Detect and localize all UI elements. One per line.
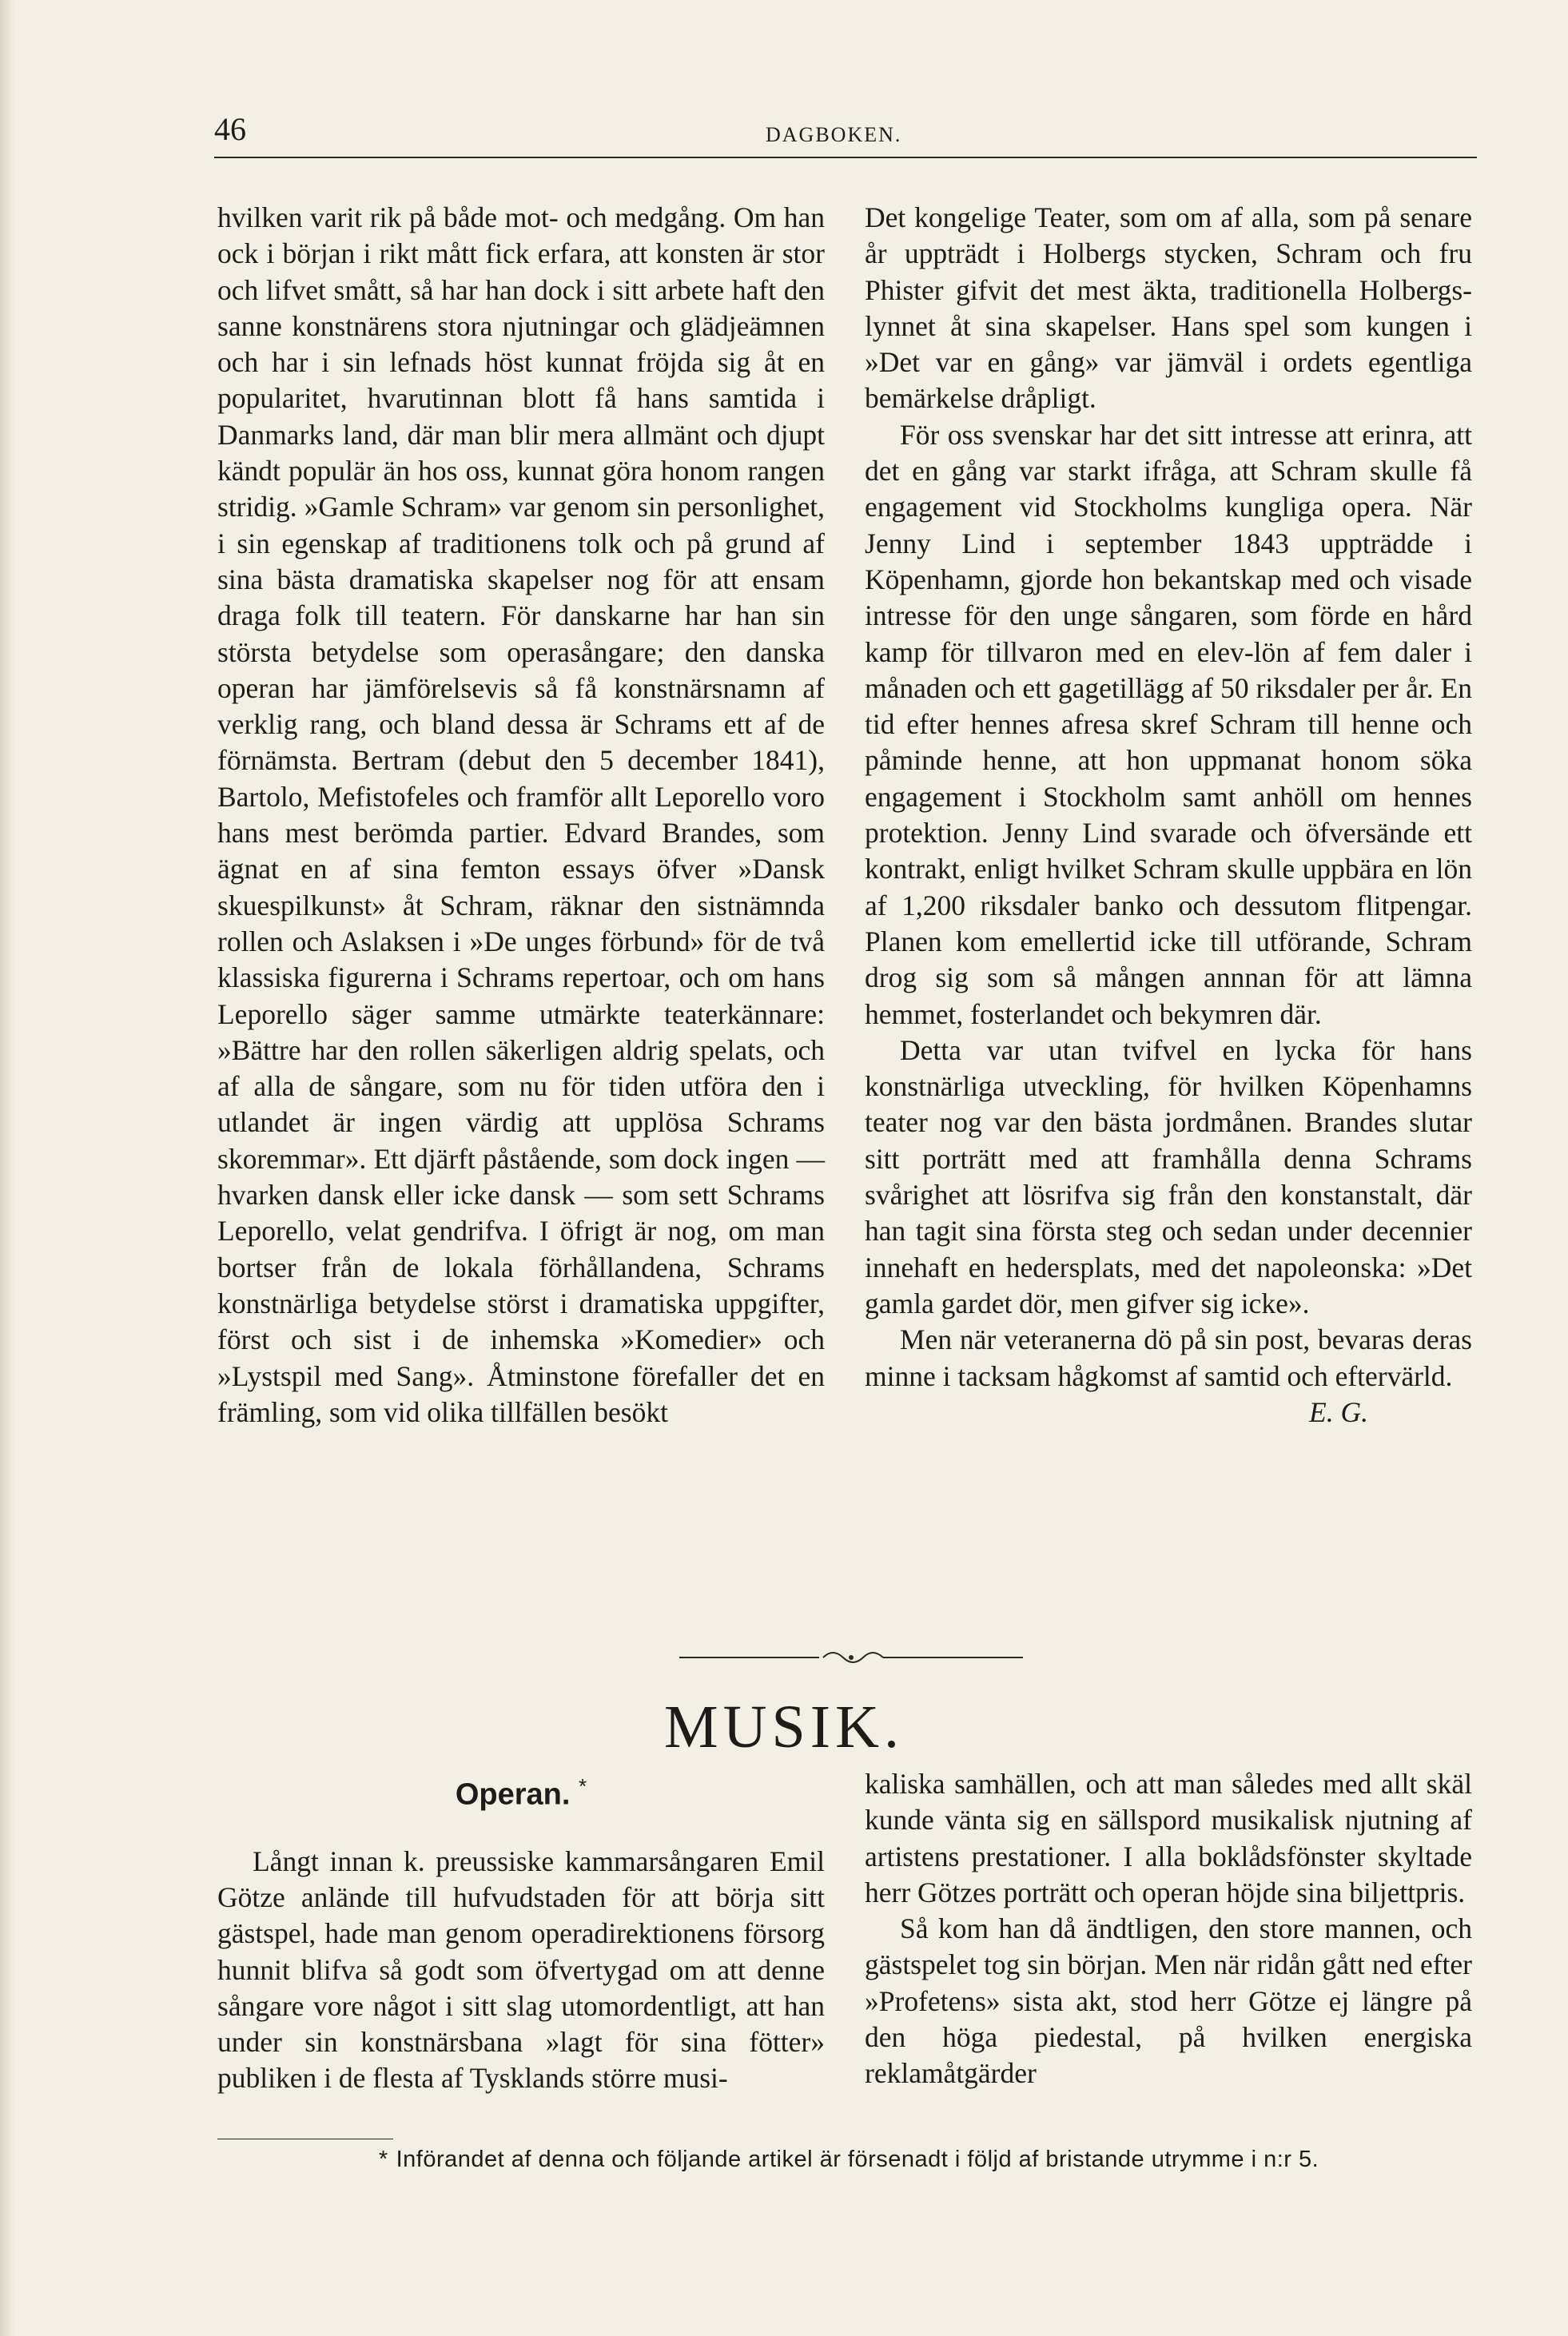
paragraph: Men när veteranerna dö på sin post, bevaras deras minne i tacksam hågkomst af samtid och eftervärld.: [865, 1323, 1472, 1392]
footnote-mark: *: [378, 2147, 388, 2172]
section-title: MUSIK.: [664, 1693, 904, 1761]
footnote-text: Införandet af denna och följande artikel är försenadt i följd af bristande utrymme i n:r 5.: [396, 2147, 1319, 2172]
paragraph: Detta var utan tvifvel en lycka för hans konstnärliga utveckling, för hvilken Köpenhamns teater nog var den bästa jordmånen. Brandes slutar sitt porträtt med att framhålla denna Schrams svårighet att lösrifva sig från den konstanstalt, där han tagit sina första steg och sedan under decennier innehaft en hedersplats, med det napoleonska: »Det gamla gardet dör, men gifver sig icke».: [865, 1033, 1472, 1319]
paragraph: Så kom han då ändtligen, den store mannen, och gästspelet tog sin början. Men när ridån gått ned efter »Profetens» sista akt, stod herr Götze ej längre på den höga piedestal, på hvilken energiska reklamåtgärder: [865, 1912, 1472, 2090]
paragraph: Långt innan k. preussiske kammarsångaren Emil Götze anlände till hufvudstaden för att börja sitt gästspel, hade man genom operadirektionens försorg hunnit blifva så godt som öfvertygad om att denne sångare vore något i sitt slag utomordentligt, att han under sin konstnärsbana »lagt för sina fötter» publiken i de flesta af Tysklands större musi-: [217, 1845, 825, 2095]
article2-right-column: [865, 1766, 1472, 2134]
page-number: 46: [214, 111, 246, 147]
article-heading: [217, 1766, 825, 1815]
signature: E. G.: [1309, 1395, 1368, 1428]
paragraph: hvilken varit rik på både mot- och medgång. Om han ock i början i rikt mått fick erfara, att konsten är stor och lifvet smått, så har han dock i sitt arbete haft den sanne konstnärens stora njutningar och glädjeämnen och har i sin lefnads höst kunnat fröjda sig åt en popularitet, hvarutinnan blott få hans samtida i Danmarks land, där man blir mera allmänt och djupt kändt populär än hos oss, kunnat göra honom rangen stridig. »Gamle Schram» var genom sin personlighet, i sin egenskap af traditionens tolk och på grund af sina bästa dramatiska skapelser nog för att ensam draga folk till teatern. För danskarne har han sin största betydelse som operasångare; den danska operan har jämförelsevis så få konstnärsnamn af verklig rang, och bland dessa är Schrams ett af de förnämsta. Bertram (debut den 5 december 1841), Bartolo, Mefistofeles och framför allt Leporello voro hans mest berömda partier. Edvard Brandes, som ägnat en af sina femton essays öfver »Dansk skuespilkunst» åt Schram, räknar den sistnämnda rollen och Aslaksen i »De unges förbund» för de två klassiska figurerna i Schrams repertoar, och om hans Leporello säger samme utmärkte teaterkännare: »Bättre har den rollen säkerligen aldrig spelats, och af alla de sångare, som nu för tiden utföra den i utlandet är ingen värdig att upplösa Schrams skoremmar». Ett djärft påstående, som dock ingen — hvarken dansk eller icke dansk — som sett Schrams Leporello, velat gendrifva. I öfrigt är nog, om man bortser från de lokala förhållandena, Schrams konstnärliga betydelse störst i dramatiska uppgifter, först och sist i de inhemska »Komedier» och »Lystspil med Sang». Åtminstone förefaller det en främling, som vid olika tillfällen besökt: [217, 201, 825, 1428]
footnote: [217, 2145, 1480, 2174]
section-divider-ornament: [679, 1648, 1023, 1667]
paragraph: För oss svenskar har det sitt intresse att erinra, att det en gång var starkt ifråga, att Schram skulle få engagement vid Stockholms kungliga opera. När Jenny Lind i september 1843 uppträdde i Köpenhamn, gjorde hon bekantskap med och visade intresse för den unge sångaren, som förde en hård kamp för tillvaron med en elev-lön af fem daler i månaden och ett gagetillägg af 50 riksdaler per år. En tid efter hennes afresa skref Schram till henne och påminde henne, att hon uppmanat honom söka engagement i Stockholm samt anhöll om hennes protektion. Jenny Lind svarade och öfversände ett kontrakt, enligt hvilket Schram skulle uppbära en lön af 1,200 riksdaler banko och dessutom flitpengar. Planen kom emellertid icke till utförande, Schram drog sig som så mången annnan för att lämna hemmet, fosterlandet och bekymren där.: [865, 418, 1472, 1030]
paragraph: Det kongelige Teater, som om af alla, som på senare år uppträdt i Holbergs stycken, Schram och fru Phister gifvit det mest äkta, traditionella Holbergs-lynnet åt sina skapelser. Hans spel som kungen i »Det var en gång» var jämväl i ordets egentliga bemärkelse dråpligt.: [865, 201, 1472, 415]
article-heading-text: Operan.: [455, 1777, 571, 1812]
paragraph: kaliska samhällen, och att man således med allt skäl kunde vänta sig en sällspord musikalisk njutning af artistens prestationer. I alla boklådsfönster skyltade herr Götzes porträtt och operan höjde sina biljettpris.: [865, 1768, 1472, 1908]
page-header: [214, 110, 1477, 158]
article1-right-column: [865, 200, 1472, 1638]
article2-left-column: [217, 1766, 825, 2134]
header-rule: [214, 157, 1477, 158]
page-edge: [0, 0, 14, 2336]
running-head: DAGBOKEN.: [766, 123, 902, 146]
footnote-reference: *: [579, 1774, 587, 1798]
article1-left-column: [217, 200, 825, 1638]
